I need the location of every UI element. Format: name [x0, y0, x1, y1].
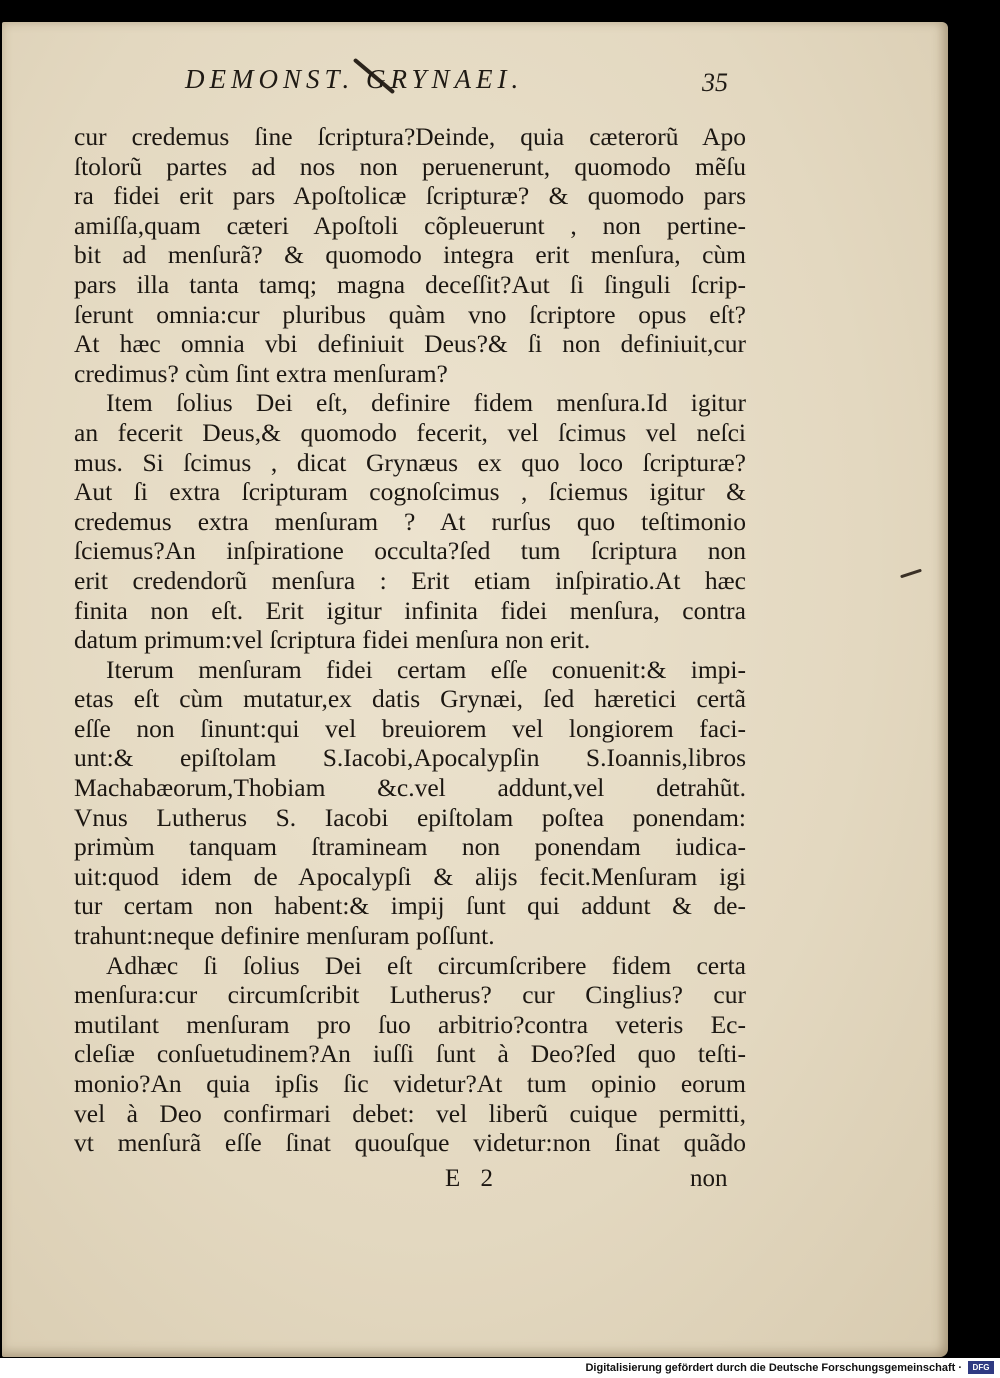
text-line: finita non eſt. Erit igitur infinita fidei menſura, contra — [74, 595, 746, 625]
text-line: ſciemus?An inſpiratione occulta?ſed tum ſcriptura non — [74, 536, 746, 566]
text-line: Machabæorum,Thobiam &c.vel addunt,vel detrahũt. — [74, 773, 746, 803]
text-line: cur credemus ſine ſcriptura?Deinde, quia cæterorũ Apo — [74, 122, 746, 151]
text-line: ſtolorũ partes ad nos non peruenerunt, quomodo mẽſu — [74, 151, 746, 181]
text-line: ra fidei erit pars Apoſtolicæ ſcripturæ? & quomodo pars — [74, 181, 746, 211]
text-line: Aut ſi extra ſcripturam cognoſcimus , ſciemus igitur & — [74, 477, 746, 507]
body-text — [74, 122, 746, 1158]
text-line: Adhæc ſi ſolius Dei eſt circumſcribere fidem certa — [106, 950, 746, 980]
text-line: mus. Si ſcimus , dicat Grynæus ex quo loco ſcripturæ? — [74, 447, 746, 477]
text-line: mutilant menſuram pro ſuo arbitrio?contra veteris Ec- — [74, 1009, 746, 1039]
text-line: eſſe non ſinunt:qui vel breuiorem vel longiorem faci- — [74, 713, 746, 743]
text-line: trahunt:neque definire menſuram poſſunt. — [74, 921, 495, 951]
text-line: Vnus Lutherus S. Iacobi epiſtolam poſtea ponendam: — [74, 802, 746, 832]
text-line: vt menſurã eſſe ſinat quouſque videtur:non ſinat quãdo — [74, 1128, 746, 1158]
running-title: DEMONST. GRYNAEI. — [185, 64, 524, 94]
dfg-logo-icon: DFG — [968, 1361, 994, 1374]
funding-credit: Digitalisierung gefördert durch die Deutsche Forschungsgemeinschaft · — [585, 1362, 962, 1374]
text-line: uit:quod idem de Apocalypſi & alijs fecit.Menſuram igi — [74, 861, 746, 891]
text-line: amiſſa,quam cæteri Apoſtoli cõpleuerunt , non pertine- — [74, 210, 746, 240]
text-line: At hæc omnia vbi definiuit Deus?& ſi non definiuit,cur — [74, 329, 746, 359]
text-line: erit credendorũ menſura : Erit etiam inſpiratio.At hæc — [74, 565, 746, 595]
text-line: tur certam non habent:& impij ſunt qui addunt & de- — [74, 891, 746, 921]
text-line: an fecerit Deus,& quomodo fecerit, vel ſcimus vel neſci — [74, 417, 746, 447]
text-line: credimus? cùm ſint extra menſuram? — [74, 358, 448, 388]
text-line: datum primum:vel ſcriptura fidei menſura non erit. — [74, 625, 591, 655]
text-line: monio?An quia ipſis ſic videtur?At tum opinio eorum — [74, 1069, 746, 1098]
text-line: credemus extra menſuram ? At rurſus quo teſtimonio — [74, 506, 746, 536]
text-line: unt:& epiſtolam S.Iacobi,Apocalypſin S.Ioannis,libros — [74, 743, 746, 773]
text-line: menſura:cur circumſcribit Lutherus? cur Cinglius? cur — [74, 980, 746, 1010]
text-line: vel à Deo confirmari debet: vel liberũ cuique permitti, — [74, 1098, 746, 1128]
catchword: non — [690, 1165, 728, 1192]
text-line: ſerunt omnia:cur pluribus quàm vno ſcriptore opus eſt? — [74, 299, 746, 329]
text-line: Item ſolius Dei eſt, definire fidem menſura.Id igitur — [106, 388, 746, 418]
text-line: cleſiæ conſuetudinem?An iuſſi ſunt à Deo?ſed quo teſti- — [74, 1039, 746, 1069]
text-line: pars illa tanta tamq; magna deceſſit?Aut ſi ſinguli ſcrip- — [74, 269, 746, 299]
text-line: bit ad menſurã? & quomodo integra erit menſura, cùm — [74, 240, 746, 270]
text-line: etas eſt cùm mutatur,ex datis Grynæi, ſed hæretici certã — [74, 684, 746, 714]
signature-mark: E 2 — [445, 1165, 494, 1192]
text-line: primùm tanquam ſtramineam non ponendam iudica- — [74, 832, 746, 862]
page-number: 35 — [702, 68, 728, 97]
text-line: Iterum menſuram fidei certam eſſe conuenit:& impi- — [106, 654, 746, 684]
